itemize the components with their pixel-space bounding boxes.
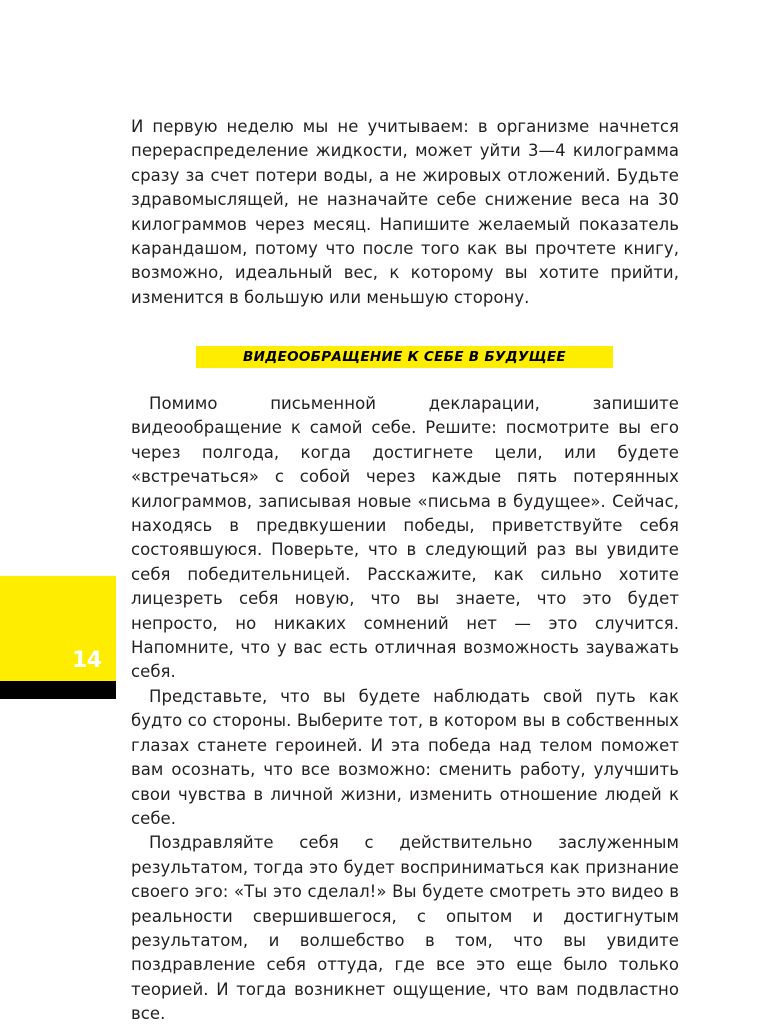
section-heading: ВИДЕООБРАЩЕНИЕ К СЕБЕ В БУДУЩЕЕ (243, 349, 566, 365)
section-heading-highlight (196, 346, 613, 368)
section-body (131, 392, 679, 1027)
page-number: 14 (72, 648, 102, 673)
body-paragraph-3: Поздравляйте себя с действительно заслуженным результатом, тогда это будет восприниматься как признание своего эго: «Ты это сделал!» Вы будете смотреть это видео в реальности свершившегося, с опытом и достигнутым результатом, и волшебство в том, что вы увидите поздравление себя оттуда, где все это еще было только теорией. И тогда возникнет ощущение, что вам подвластно все. (131, 833, 679, 1024)
intro-paragraph: И первую неделю мы не учитываем: в организме начнется перераспределение жидкости, может уйти 3—4 килограмма сразу за счет потери воды, а не жировых отложений. Будьте здравомыслящей, не назначайте себе снижение веса на 30 килограммов через месяц. Напишите желаемый показатель карандашом, потому что после того как вы прочтете книгу, возможно, идеальный вес, к которому вы хотите прийти, изменится в большую или меньшую сторону. (131, 117, 679, 307)
body-paragraph-1: Помимо письменной декларации, запишите видеообращение к самой себе. Решите: посмотрите вы его через полгода, когда достигнете цели, или будете «встречаться» с собой через каждые пять потерянных килограммов, записывая новые «письма в будущее». Сейчас, находясь в предвкушении победы, приветствуйте себя состоявшуюся. Поверьте, что в следующий раз вы увидите себя победительницей. Расскажите, как сильно хотите лицезреть себя новую, что вы знаете, что это будет непросто, но никаких сомнений нет — это случится. Напомните, что у вас есть отличная возможность зауважать себя. (131, 394, 679, 682)
intro-text-block (131, 115, 679, 310)
page-number-tab-bar (0, 681, 116, 699)
body-paragraph-2: Представьте, что вы будете наблюдать свой путь как будто со стороны. Выберите тот, в котором вы в собственных глазах станете героиней. И эта победа над телом поможет вам осознать, что все возможно: сменить работу, улучшить свои чувства в личной жизни, изменить отношение людей к себе. (131, 686, 679, 828)
